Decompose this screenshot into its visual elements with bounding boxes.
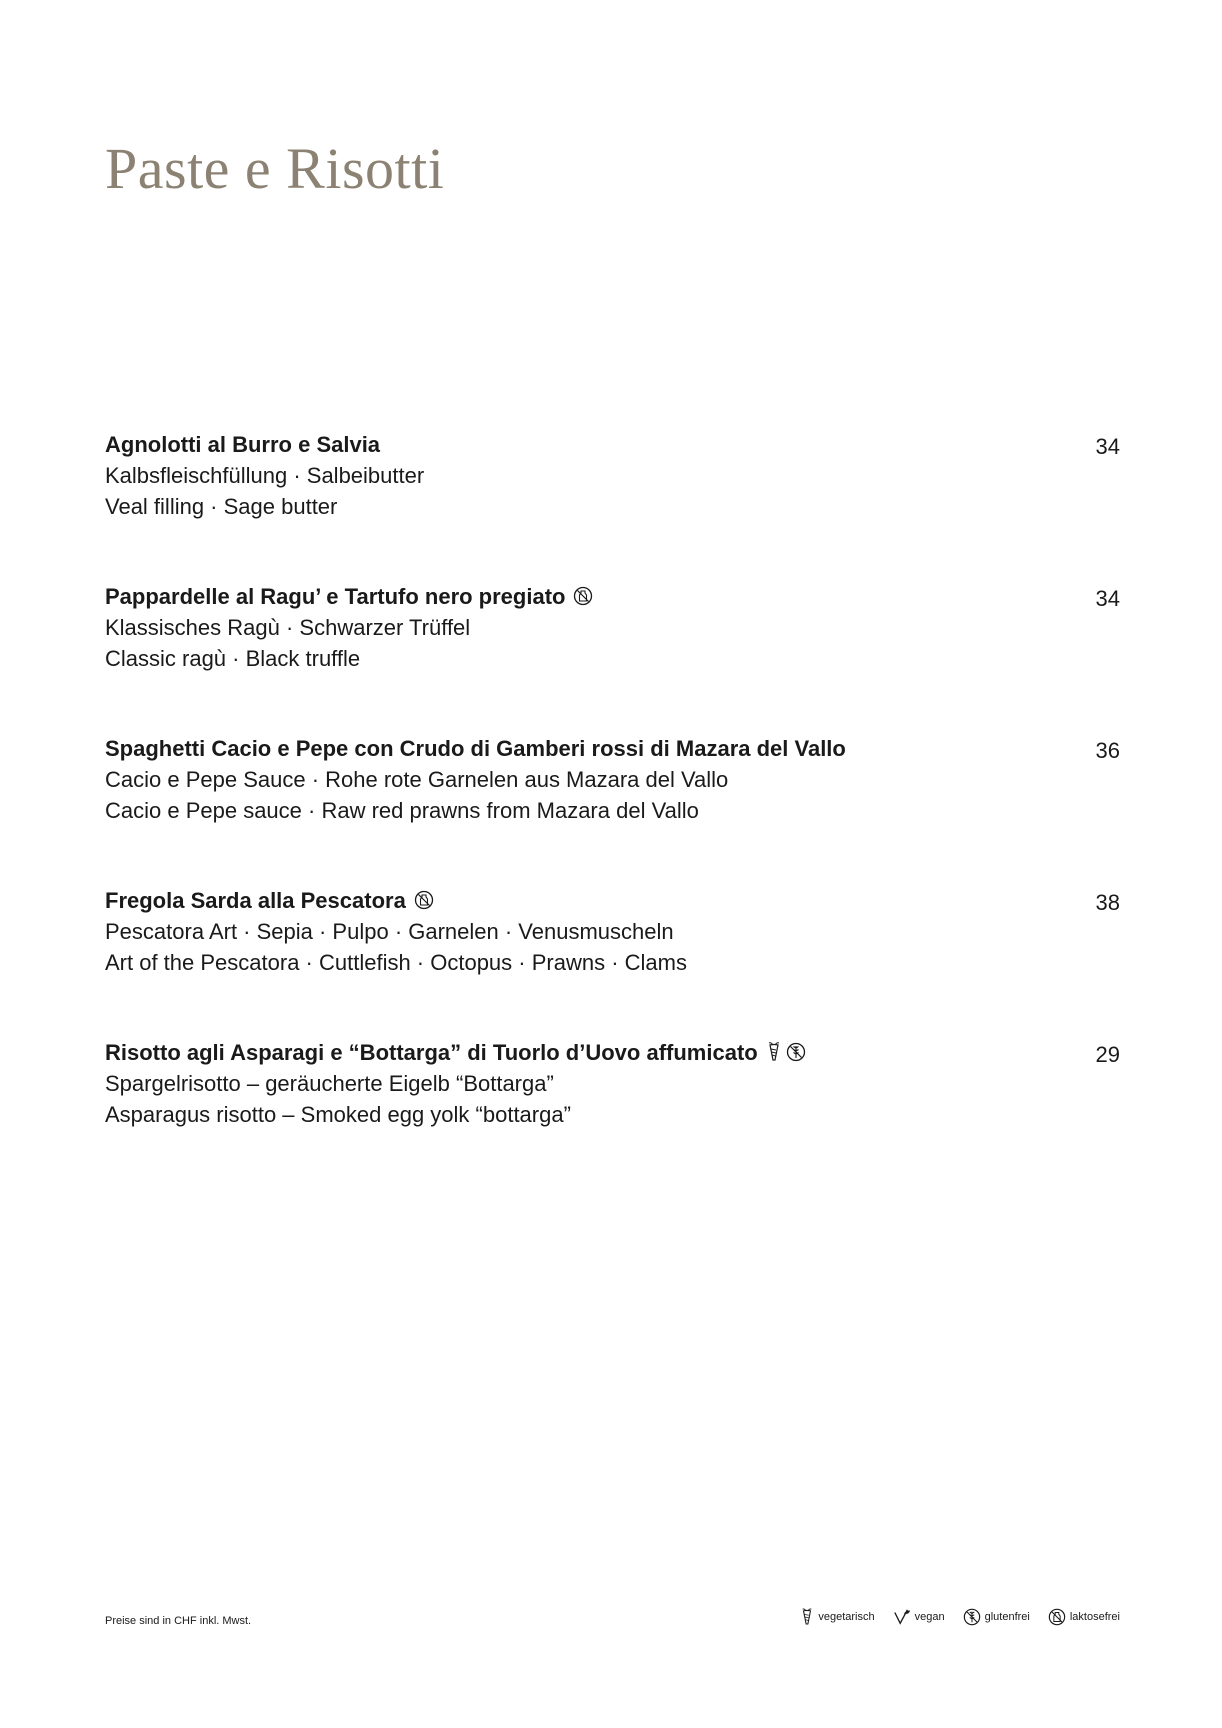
dish-name-text: Fregola Sarda alla Pescatora (105, 888, 406, 913)
legend-lactose-free (1048, 1608, 1120, 1626)
legend-lactose-free-label: laktosefrei (1069, 1611, 1120, 1623)
price-note: Preise sind in CHF inkl. Mwst. (105, 1615, 252, 1627)
dish-name (105, 430, 1120, 460)
dish-name (105, 582, 1120, 612)
legend-vegan-label: vegan (914, 1611, 945, 1623)
dish-price: 36 (1095, 738, 1120, 763)
diet-legend (800, 1608, 1120, 1626)
dish-description-en: Cacio e Pepe sauce · Raw red prawns from Mazara del Vallo (105, 798, 699, 823)
dish-description-de: Spargelrisotto – geräucherte Eigelb “Bottarga” (105, 1071, 554, 1096)
legend-vegetarian-label: vegetarisch (818, 1611, 875, 1623)
legend-vegan (893, 1608, 945, 1626)
dish-name-text: Pappardelle al Ragu’ e Tartufo nero pregiato (105, 584, 566, 609)
dish-description-en: Asparagus risotto – Smoked egg yolk “bottarga” (105, 1102, 571, 1127)
legend-gluten-free-label: glutenfrei (984, 1611, 1030, 1623)
gluten-free-icon (963, 1608, 981, 1626)
dish-description-en: Classic ragù · Black truffle (105, 646, 361, 671)
dish-price: 34 (1095, 434, 1120, 459)
dish-description-de: Klassisches Ragù · Schwarzer Trüffel (105, 615, 471, 640)
lactose-free-icon (414, 890, 434, 910)
dish-name (105, 886, 1120, 916)
vegetarian-icon (800, 1608, 814, 1626)
dish-description-de: Cacio e Pepe Sauce · Rohe rote Garnelen aus Mazara del Vallo (105, 767, 729, 792)
legend-vegetarian (800, 1608, 874, 1626)
dish-description-en: Veal filling · Sage butter (105, 494, 338, 519)
dish-description-de: Kalbsfleischfüllung · Salbeibutter (105, 463, 425, 488)
legend-gluten-free (963, 1608, 1030, 1626)
menu-item (105, 582, 1120, 734)
dish-name (105, 734, 1120, 764)
dish-name-text: Risotto agli Asparagi e “Bottarga” di Tuorlo d’Uovo affumicato (105, 1040, 758, 1065)
lactose-free-icon (573, 586, 593, 606)
page-title: Paste e Risotti (105, 136, 445, 201)
vegetarian-icon (766, 1042, 782, 1062)
menu-item (105, 886, 1120, 1038)
menu-list (105, 430, 1120, 1190)
dish-description-en: Art of the Pescatora · Cuttlefish · Octopus · Prawns · Clams (105, 950, 687, 975)
dish-description-de: Pescatora Art · Sepia · Pulpo · Garnelen · Venusmuscheln (105, 919, 674, 944)
dish-price: 38 (1095, 890, 1120, 915)
menu-item (105, 734, 1120, 886)
lactose-free-icon (1048, 1608, 1066, 1626)
menu-item (105, 430, 1120, 582)
vegan-icon (893, 1608, 911, 1626)
gluten-free-icon (786, 1042, 806, 1062)
menu-item (105, 1038, 1120, 1190)
dish-name-text: Spaghetti Cacio e Pepe con Crudo di Gamberi rossi di Mazara del Vallo (105, 736, 846, 761)
dish-name (105, 1038, 1120, 1068)
dish-price: 29 (1095, 1042, 1120, 1067)
dish-name-text: Agnolotti al Burro e Salvia (105, 432, 381, 457)
dish-price: 34 (1095, 586, 1120, 611)
